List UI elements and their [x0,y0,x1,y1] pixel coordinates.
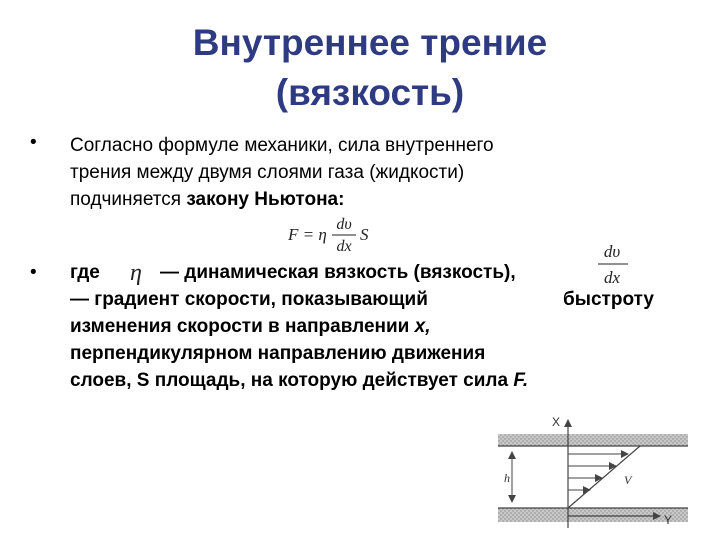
top-plate [498,434,688,446]
velocity-profile-diagram [490,412,695,532]
x-axis-label: X [552,415,561,429]
bullet1-line3-text: подчиняется [70,189,187,210]
bullet1-line1: Согласно формуле механики, сила внутреннего [70,135,494,156]
newton-formula [286,214,396,256]
gradient-denominator: dx [603,268,621,287]
bullet2-line1 [70,262,100,284]
eta-symbol: η [130,260,142,286]
gradient-numerator: dυ [603,242,621,261]
bullet-marker-2: • [30,262,37,283]
formula-numerator: dυ [336,216,352,233]
where-label: где [70,262,100,283]
force-label: F. [513,370,529,391]
bullet2-line2b: быстроту [563,289,654,310]
title-line-1: Внутреннее трение [192,22,548,63]
y-axis-label: Y [664,513,673,527]
bullet1-line2: трения между двумя слоями газа (жидкости) [70,162,465,183]
bullet2-line5-text: слоев, S площадь, на которую действует сила [70,370,514,391]
velocity-label: V [624,473,632,487]
bullet1-line3 [70,186,650,213]
bullet2-line3-text: изменения скорости в направлении [70,316,415,337]
gradient-fraction [592,240,632,290]
title-line-2: (вязкость) [275,72,465,113]
bullet2-line2a: — градиент скорости, показывающий [70,289,428,310]
bullet2-line5 [70,370,528,392]
newton-law-label: закону Ньютона: [186,189,345,210]
height-label: h [504,471,510,485]
bullet-text [70,132,650,213]
slide-title [120,18,620,118]
formula-denominator: dx [336,238,352,255]
bullet-marker: • [30,132,37,153]
bottom-plate [498,508,688,522]
bullet2-line4: перпендикулярном направлению движения [70,343,486,364]
formula-rhs: S [360,225,369,244]
x-direction-label: x, [414,316,431,337]
formula-lhs: F = η [288,225,327,244]
eta-definition: — динамическая вязкость (вязкость), [160,262,516,283]
bullet2-line3 [70,316,431,338]
